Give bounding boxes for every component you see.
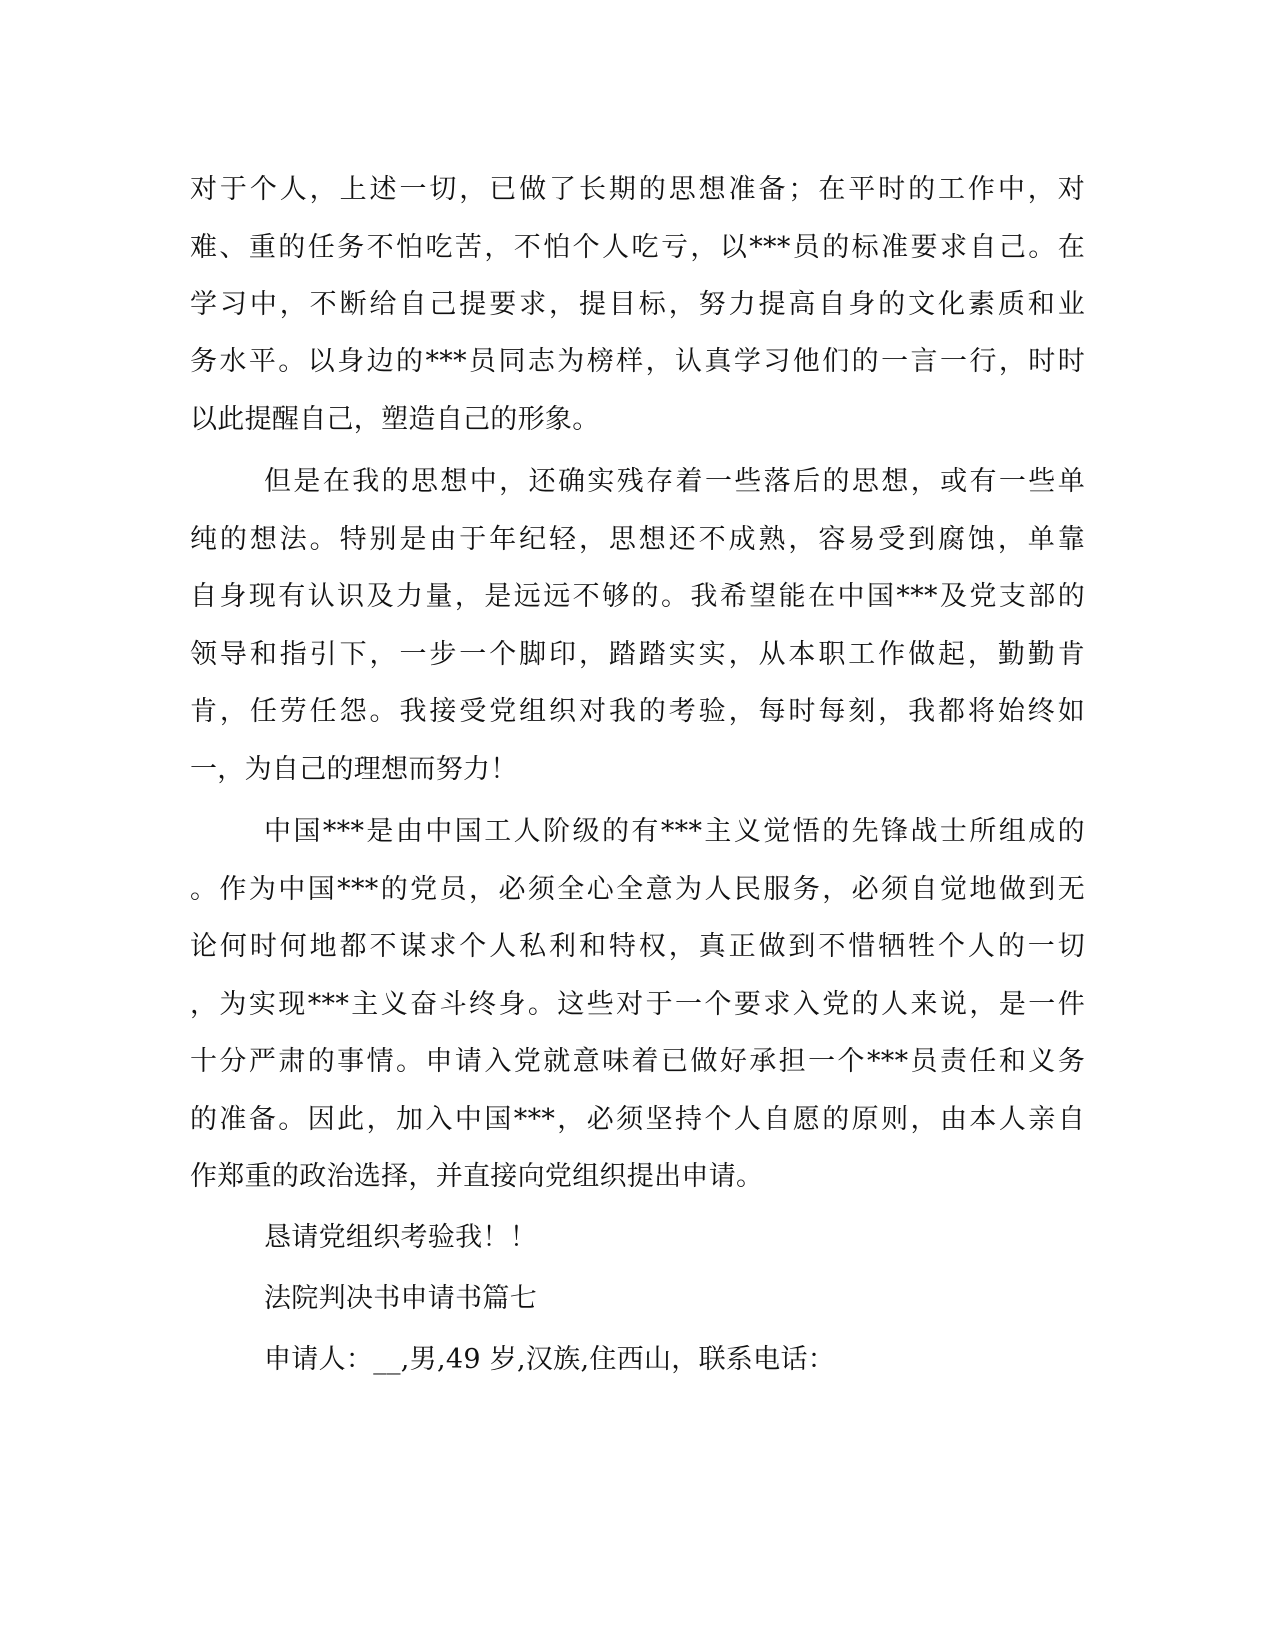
- text-line: 中国***是由中国工人阶级的有***主义觉悟的先锋战士所组成的: [264, 816, 1085, 847]
- text-line: 恳请党组织考验我！！: [264, 1222, 537, 1253]
- text-line: 领导和指引下，一步一个脚印，踏踏实实，从本职工作做起，勤勤肯: [190, 639, 1085, 670]
- text-line: 务水平。以身边的***员同志为榜样，认真学习他们的一言一行，时时: [190, 346, 1085, 377]
- text-line: 学习中，不断给自己提要求，提目标，努力提高自身的文化素质和业: [190, 289, 1085, 320]
- text-line: 的准备。因此，加入中国***，必须坚持个人自愿的原则，由本人亲自: [190, 1104, 1085, 1135]
- text-line: ，为实现***主义奋斗终身。这些对于一个要求入党的人来说，是一件: [190, 989, 1085, 1020]
- text-line: 以此提醒自己，塑造自己的形象。: [190, 404, 600, 435]
- text-line: 作郑重的政治选择，并直接向党组织提出申请。: [190, 1161, 764, 1192]
- text-line: 申请人：__,男,49 岁,汉族,住西山，联系电话：: [264, 1344, 836, 1375]
- text-line: 但是在我的思想中，还确实残存着一些落后的思想，或有一些单: [264, 466, 1085, 497]
- text-line: 自身现有认识及力量，是远远不够的。我希望能在中国***及党支部的: [190, 581, 1085, 612]
- text-line: 论何时何地都不谋求个人私利和特权，真正做到不惜牺牲个人的一切: [190, 931, 1085, 962]
- text-line: 十分严肃的事情。申请入党就意味着已做好承担一个***员责任和义务: [190, 1046, 1085, 1077]
- section-heading: 法院判决书申请书篇七: [264, 1283, 537, 1314]
- text-line: 纯的想法。特别是由于年纪轻，思想还不成熟，容易受到腐蚀，单靠: [190, 524, 1085, 555]
- text-line: 肯，任劳任怨。我接受党组织对我的考验，每时每刻，我都将始终如: [190, 696, 1085, 727]
- text-line: 一，为自己的理想而努力！: [190, 754, 518, 785]
- text-line: 对于个人，上述一切，已做了长期的思想准备；在平时的工作中，对: [190, 174, 1085, 205]
- text-line: 难、重的任务不怕吃苦，不怕个人吃亏，以***员的标准要求自己。在: [190, 232, 1085, 263]
- text-line: 。作为中国***的党员，必须全心全意为人民服务，必须自觉地做到无: [190, 874, 1085, 905]
